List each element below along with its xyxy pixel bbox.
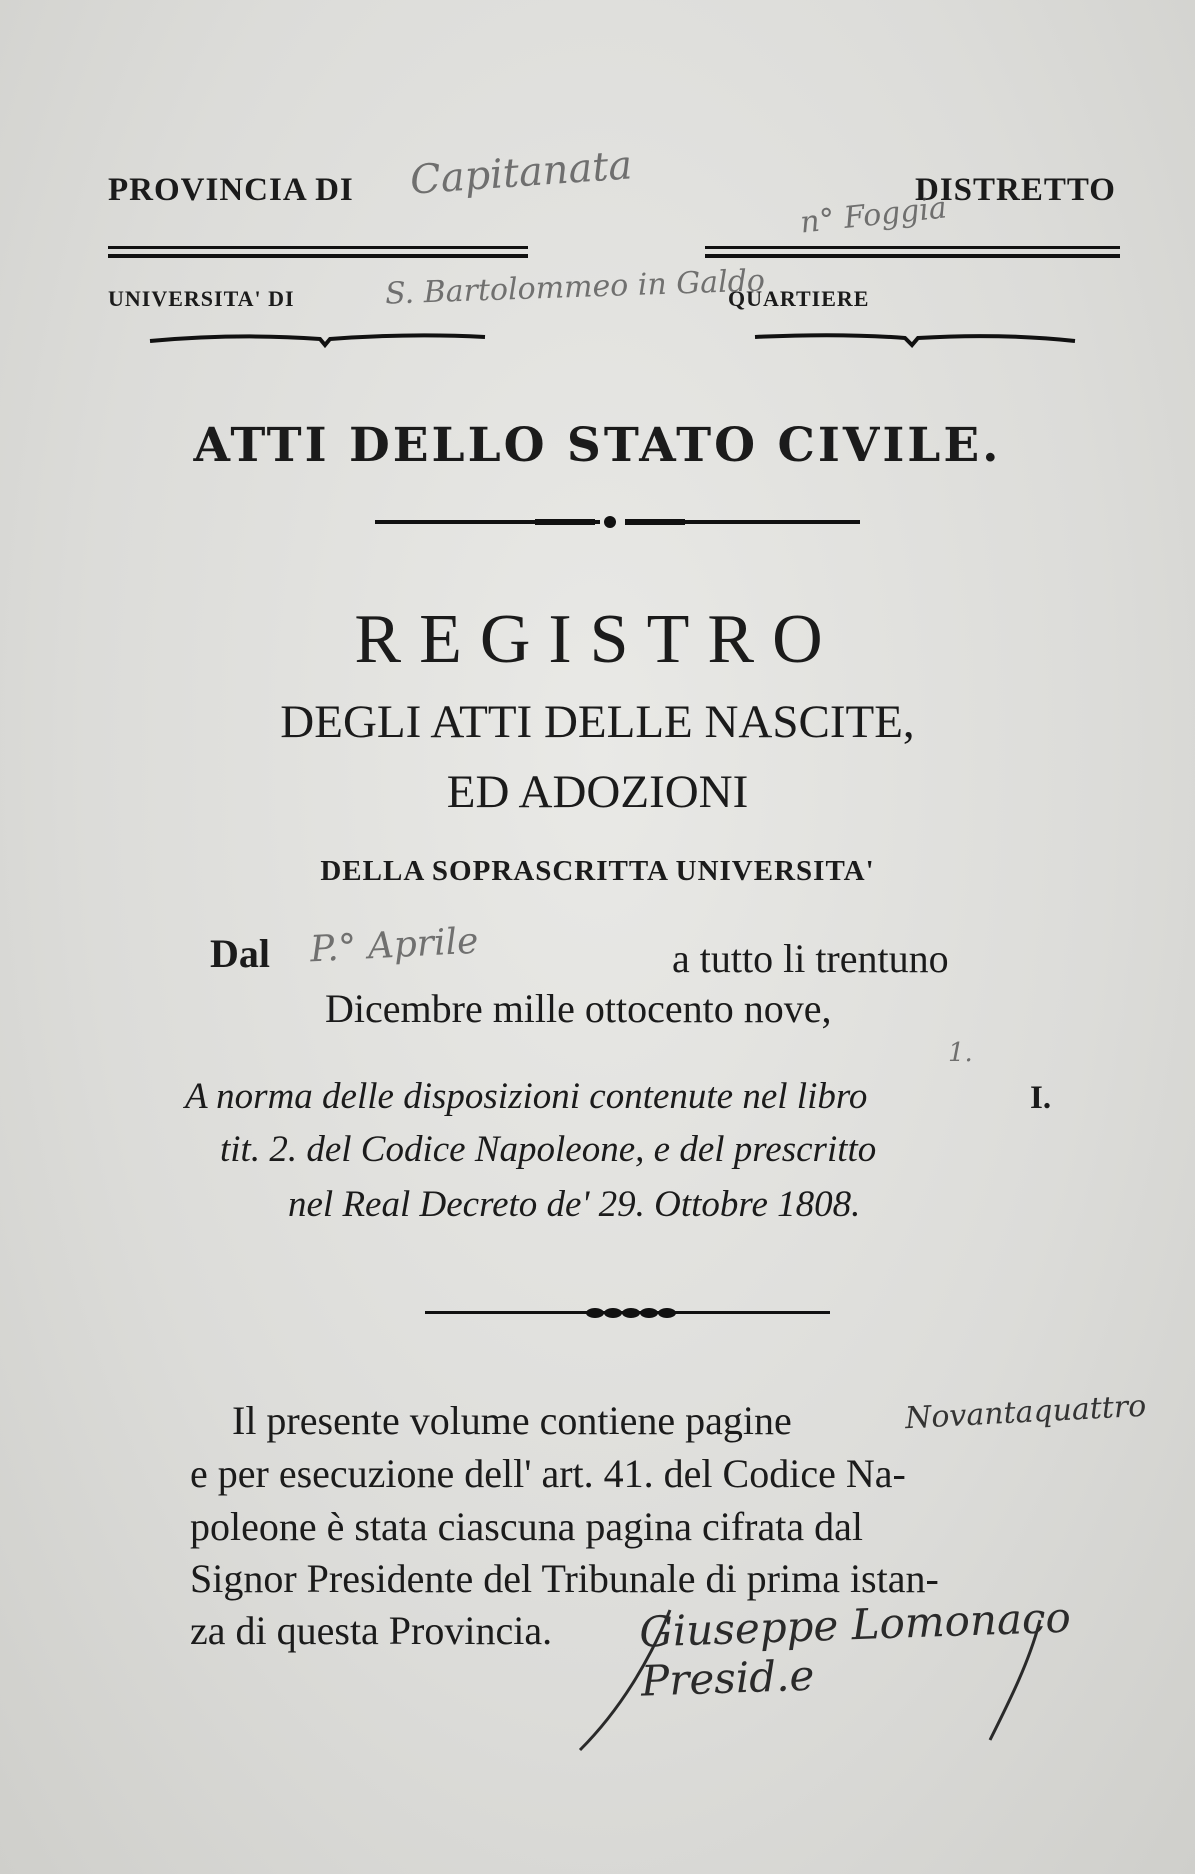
body-line3: poleone è stata ciascuna pagina cifrata dal: [190, 1504, 863, 1549]
ornamental-rule-2: [425, 1303, 835, 1323]
title-atti-stato-civile: ATTI DELLO STATO CIVILE.: [193, 418, 1002, 473]
dates-line1-end: a tutto li trentuno: [672, 936, 949, 981]
norma-line1: A norma delle disposizioni contenute nel libro: [185, 1076, 868, 1117]
distretto-label: DISTRETTO: [915, 172, 1116, 208]
title-universita-line: DELLA SOPRASCRITTA UNIVERSITA': [320, 855, 875, 887]
header-rule-left-bottom: [108, 254, 528, 258]
body-line4: Signor Presidente del Tribunale di prima istan-: [190, 1556, 939, 1601]
dates-line2: Dicembre mille ottocento nove,: [325, 986, 832, 1031]
president-signature: Giuseppe Lomonaco Presid.e: [638, 1592, 1072, 1706]
distretto-handwritten-value: n° Foggia: [798, 190, 949, 241]
body-line5: za di questa Provincia.: [190, 1608, 553, 1653]
body-line2: e per esecuzione dell' art. 41. del Codice Na-: [190, 1451, 906, 1496]
title-adozioni-line: ED ADOZIONI: [446, 766, 749, 818]
norma-line3: nel Real Decreto de' 29. Ottobre 1808.: [288, 1184, 861, 1225]
quartiere-label: QUARTIERE: [728, 286, 870, 311]
title-nascite-line: DEGLI ATTI DELLE NASCITE,: [280, 696, 915, 748]
norma-line2: tit. 2. del Codice Napoleone, e del prescritto: [220, 1129, 877, 1170]
dal-label: Dal: [210, 931, 270, 976]
header-rule-right-top: [705, 246, 1120, 249]
dal-handwritten-value: P.° Aprile: [309, 920, 480, 971]
dates-handwritten-mark: 1.: [948, 1038, 973, 1068]
universita-label: UNIVERSITA' DI: [108, 286, 295, 311]
body-line1: Il presente volume contiene pagine: [232, 1398, 792, 1443]
title-registro: REGISTRO: [354, 601, 841, 678]
header-rule-left-top: [108, 246, 528, 249]
universita-handwritten-value: S. Bartolommeo in Galdo: [384, 263, 766, 312]
body-pages-handwritten: Novantaquattro: [904, 1388, 1148, 1437]
signature-flourish: [560, 1600, 1160, 1760]
header-rule-right-bottom: [705, 254, 1120, 258]
norma-line1-end: I.: [1030, 1080, 1052, 1116]
provincia-label: PROVINCIA DI: [108, 172, 354, 208]
header-swash-rules: [0, 325, 1195, 355]
ornamental-rule-1: [375, 512, 865, 532]
provincia-handwritten-value: Capitanata: [408, 142, 634, 204]
